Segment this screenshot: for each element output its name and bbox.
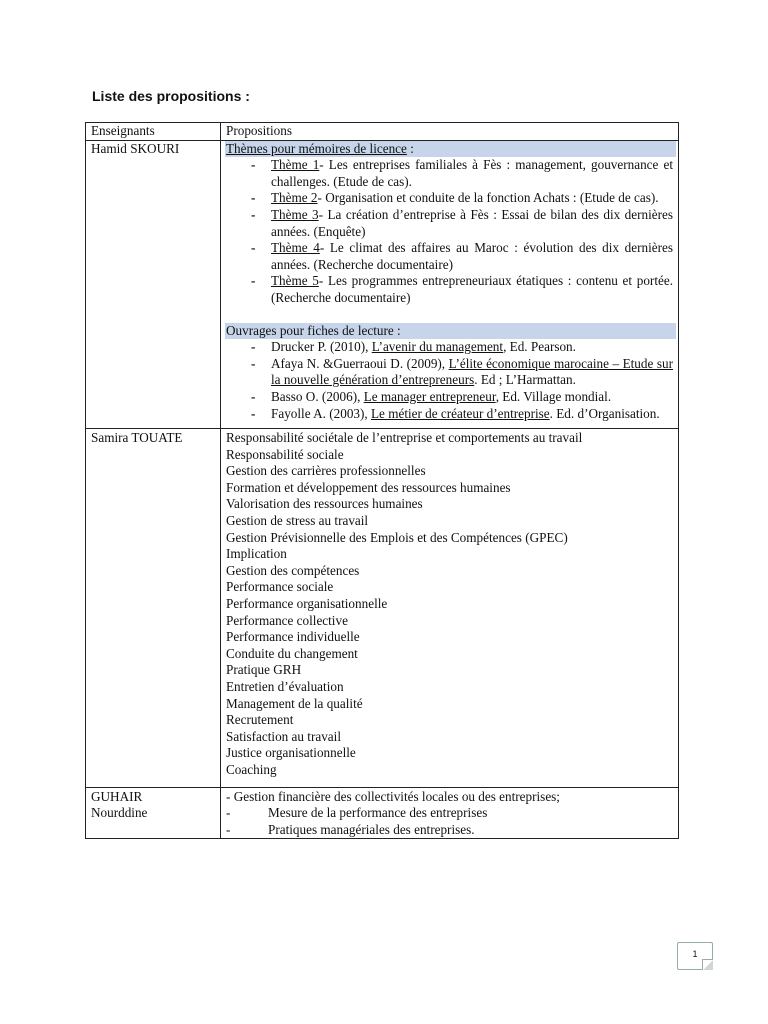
guhair-propositions: [221, 787, 679, 839]
list-item: Recrutement: [226, 712, 294, 728]
teacher-name: GUHAIR Nourddine: [86, 787, 221, 839]
list-item: - Thème 2- Organisation et conduite de la fonction Achats : (Etude de cas).: [271, 190, 673, 207]
list-item: Implication: [226, 546, 287, 562]
books-list: [226, 339, 673, 422]
list-item: Gestion des carrières professionnelles: [226, 463, 426, 479]
list-item: - Thème 4- Le climat des affaires au Maroc : évolution des dix dernières années. (Recherche documentaire): [271, 240, 673, 273]
list-item: Formation et développement des ressources humaines: [226, 479, 511, 495]
list-item: Conduite du changement: [226, 645, 358, 661]
list-item: - Thème 5- Les programmes entrepreneuriaux étatiques : contenu et portée. (Recherche documentaire): [271, 273, 673, 306]
list-item: - Fayolle A. (2003), Le métier de créateur d’entreprise. Ed. d’Organisation.: [271, 406, 673, 423]
list-item: Performance collective: [226, 612, 348, 628]
list-item: - Mesure de la performance des entreprises: [226, 805, 488, 821]
header-propositions: Propositions: [221, 123, 679, 141]
header-enseignants: Enseignants: [86, 123, 221, 141]
list-item: Management de la qualité: [226, 695, 363, 711]
list-item: Pratique GRH: [226, 662, 302, 678]
teacher-name: Hamid SKOURI: [86, 140, 221, 429]
list-item: Gestion des compétences: [226, 562, 360, 578]
propositions-table: [85, 122, 679, 839]
list-item: Performance organisationnelle: [226, 596, 388, 612]
table-row-guhair: [86, 787, 679, 839]
page-number: 1: [692, 949, 698, 959]
skouri-propositions: [221, 140, 679, 429]
teacher-name: Samira TOUATE: [86, 429, 221, 787]
page-curl-icon: [702, 959, 713, 970]
themes-heading: Thèmes pour mémoires de licence :: [225, 141, 676, 158]
list-item: Gestion Prévisionnelle des Emplois et des Compétences (GPEC): [226, 529, 568, 545]
list-item: Responsabilité sociale: [226, 446, 344, 462]
table-row-skouri: [86, 140, 679, 429]
list-item: Responsabilité sociétale de l’entreprise et comportements au travail: [226, 430, 583, 446]
books-heading: Ouvrages pour fiches de lecture :: [225, 323, 676, 340]
list-item: Entretien d’évaluation: [226, 679, 344, 694]
list-item: - Thème 1- Les entreprises familiales à Fès : management, gouvernance et challenges. (Etude de cas).: [271, 157, 673, 190]
list-item: Performance sociale: [226, 579, 334, 595]
document-title: Liste des propositions :: [92, 88, 250, 104]
list-item: - Drucker P. (2010), L’avenir du management, Ed. Pearson.: [271, 339, 673, 356]
list-item: Satisfaction au travail: [226, 728, 341, 744]
page-number-badge: [677, 942, 713, 970]
table-row-touate: [86, 429, 679, 787]
list-item: Gestion de stress au travail: [226, 513, 369, 529]
list-item: Performance individuelle: [226, 629, 360, 645]
list-item: Coaching: [226, 761, 277, 777]
list-item: - Thème 3- La création d’entreprise à Fès : Essai de bilan des dix dernières années. (Enquête): [271, 207, 673, 240]
list-item: - Afaya N. &Guerraoui D. (2009), L’élite économique marocaine – Etude sur la nouvelle génération d’entrepreneurs. Ed ; L’Harmattan.: [271, 356, 673, 389]
list-item: - Pratiques managériales des entreprises.: [226, 821, 475, 837]
list-item: Valorisation des ressources humaines: [226, 496, 423, 512]
list-item: Justice organisationnelle: [226, 745, 356, 761]
list-item: - Basso O. (2006), Le manager entrepreneur, Ed. Village mondial.: [271, 389, 673, 406]
list-item: - Gestion financière des collectivités locales ou des entreprises;: [226, 788, 560, 804]
themes-list: [226, 157, 673, 306]
touate-propositions: [221, 429, 679, 787]
table-header-row: [86, 123, 679, 141]
